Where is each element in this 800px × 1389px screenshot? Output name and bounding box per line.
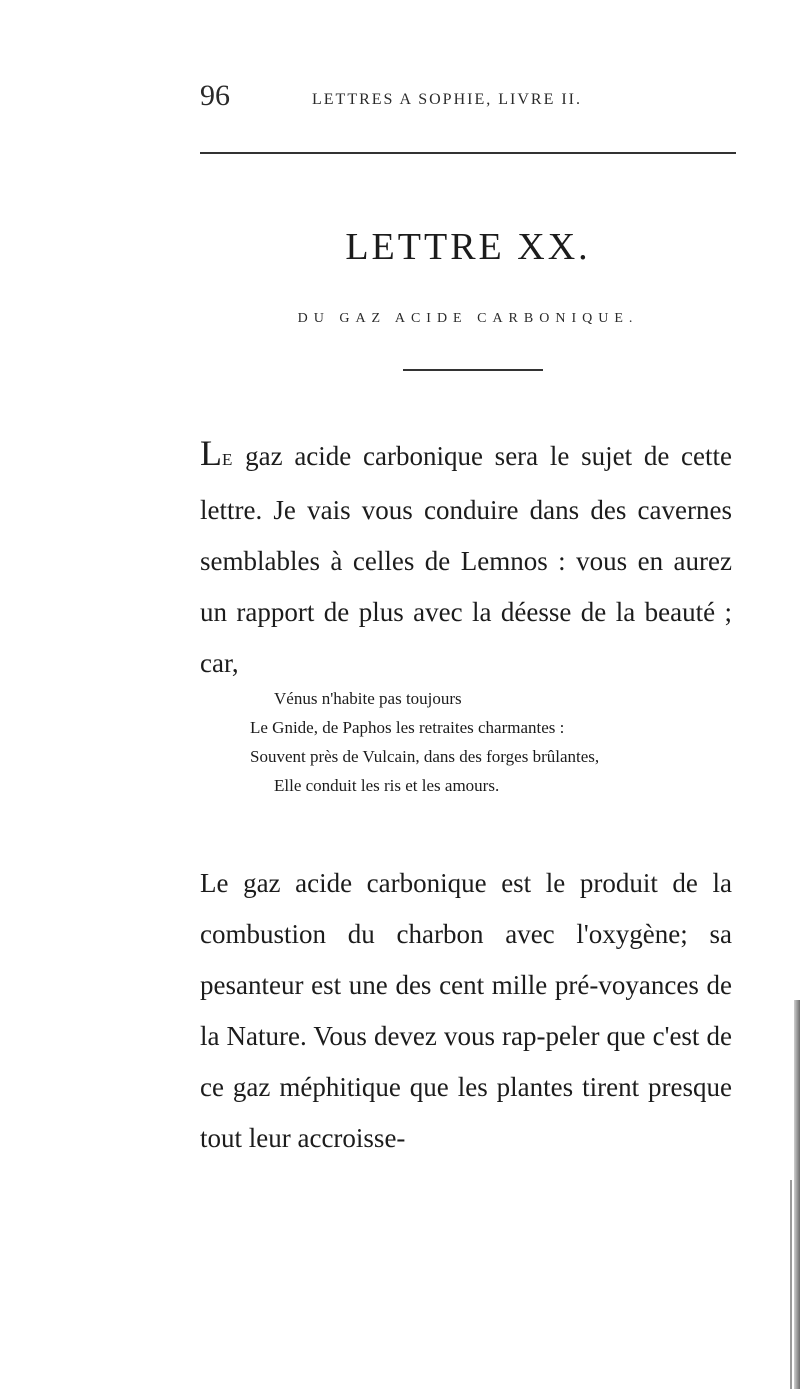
- running-head: [200, 79, 720, 119]
- header-rule: [200, 152, 736, 154]
- section-rule: [403, 369, 543, 371]
- page-edge-line: [790, 1180, 792, 1389]
- letter-subtitle: DU GAZ ACIDE CARBONIQUE.: [297, 311, 639, 326]
- body-paragraph-1: [200, 431, 732, 689]
- verse-quote: [250, 684, 730, 800]
- verse-line: Vénus n'habite pas toujours: [274, 689, 462, 708]
- page-number: 96: [200, 79, 230, 112]
- verse-line: Elle conduit les ris et les amours.: [274, 776, 500, 795]
- verse-line: Souvent près de Vulcain, dans des forges brûlantes,: [250, 747, 600, 766]
- running-title: LETTRES A SOPHIE, LIVRE II.: [312, 91, 582, 108]
- verse-line: Le Gnide, de Paphos les retraites charmantes :: [250, 718, 565, 737]
- page-edge-shadow: [794, 1000, 800, 1389]
- small-caps-text: E: [222, 450, 234, 469]
- body-paragraph-2: Le gaz acide carbonique est le produit de la combustion du charbon avec l'oxygène; sa pesanteur est une des cent mille pré-voyances de la Nature. Vous devez vous rap-peler que c'est de ce gaz méphitique que les plantes tirent presque tout leur accroisse-: [200, 868, 732, 1153]
- drop-cap: L: [200, 433, 222, 473]
- paragraph-1-text: gaz acide carbonique sera le sujet de cette lettre. Je vais vous conduire dans des cavernes semblables à celles de Lemnos : vous en aurez un rapport de plus avec la déesse de la beauté ; car,: [200, 441, 732, 678]
- letter-title: LETTRE XX.: [345, 226, 591, 268]
